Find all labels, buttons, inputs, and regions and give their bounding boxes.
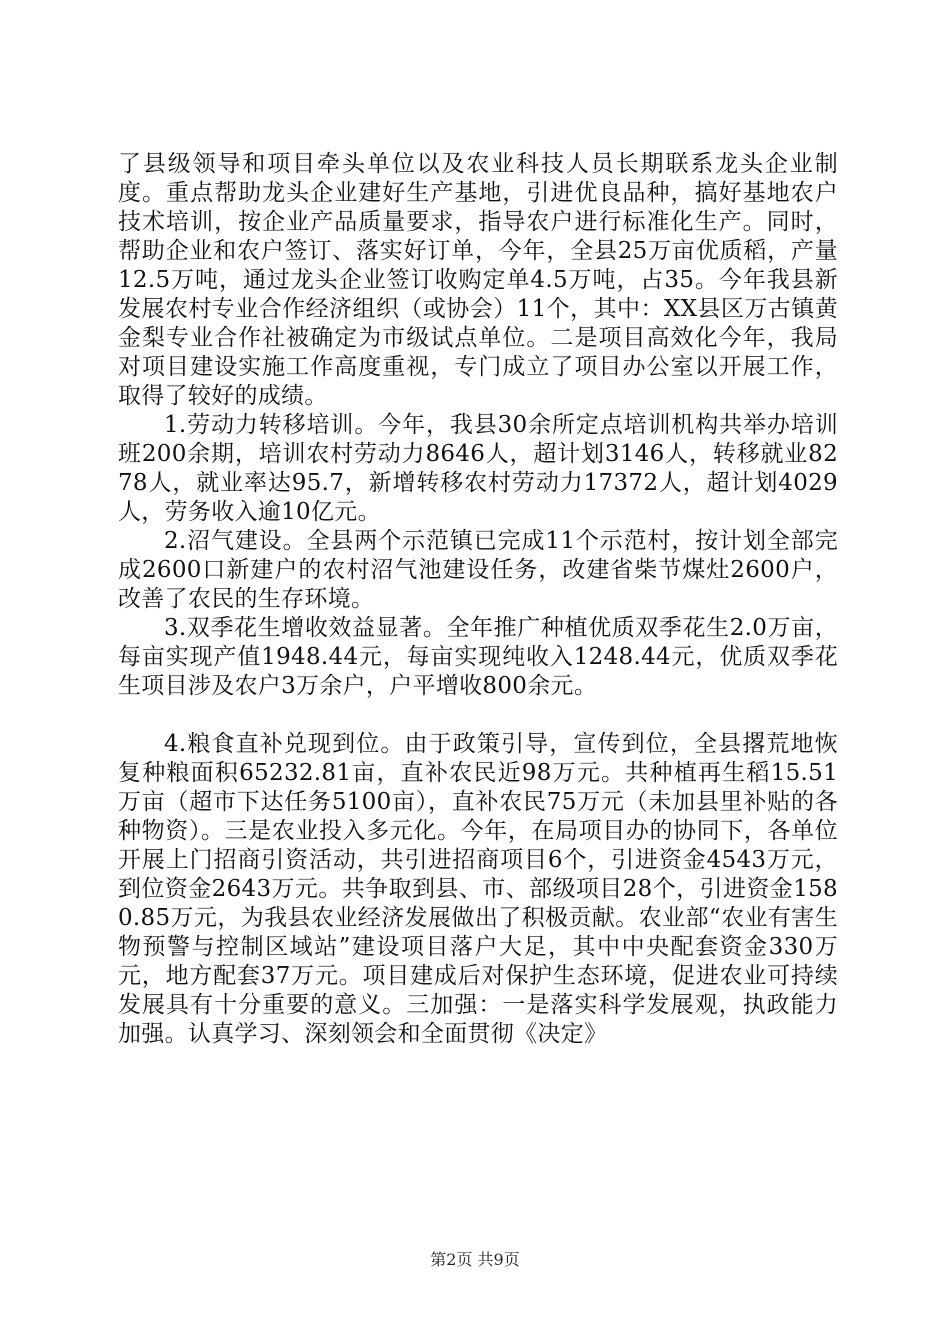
paragraph-labor-training: 1.劳动力转移培训。今年，我县30余所定点培训机构共举办培训班200余期，培训农村劳动力8646人，超计划3146人，转移就业8278人，就业率达95.7，新增转移农村劳动力17372人，超计划4029人，劳务收入逾10亿元。: [118, 412, 838, 525]
paragraph-biogas: 2.沼气建设。全县两个示范镇已完成11个示范村，按计划全部完成2600口新建户的农村沼气池建设任务，改建省柴节煤灶2600户，改善了农民的生存环境。: [118, 528, 838, 612]
paragraph-continuation: 了县级领导和项目牵头单位以及农业科技人员长期联系龙头企业制度。重点帮助龙头企业建好生产基地，引进优良品种，搞好基地农户技术培训，按企业产品质量要求，指导农户进行标准化生产。同时，帮助企业和农户签订、落实好订单，今年，全县25万亩优质稻，产量12.5万吨，通过龙头企业签订收购定单4.5万吨，占35。今年我县新发展农村专业合作经济组织（或协会）11个，其中：XX县区万古镇黄金梨专业合作社被确定为市级试点单位。二是项目高效化今年，我局对项目建设实施工作高度重视，专门成立了项目办公室以开展工作，取得了较好的成绩。: [118, 151, 838, 409]
paragraph-peanut: 3.双季花生增收效益显著。全年推广种植优质双季花生2.0万亩，每亩实现产值1948.44元，每亩实现纯收入1248.44元，优质双季花生项目涉及农户3万余户，户平增收800余元。: [118, 615, 838, 699]
paragraph-grain-subsidy: 4.粮食直补兑现到位。由于政策引导，宣传到位，全县撂荒地恢复种粮面积65232.81亩，直补农民近98万元。共种植再生稻15.51万亩（超市下达任务5100亩），直补农民75万元（未加县里补贴的各种物资）。三是农业投入多元化。今年，在局项目办的协同下，各单位开展上门招商引资活动，共引进招商项目6个，引进资金4543万元，到位资金2643万元。共争取到县、市、部级项目28个，引进资金1580.85万元，为我县农业经济发展做出了积极贡献。农业部“农业有害生物预警与控制区域站”建设项目落户大足，其中中央配套资金330万元，地方配套37万元。项目建成后对保护生态环境，促进农业可持续发展具有十分重要的意义。三加强：一是落实科学发展观，执政能力加强。认真学习、深刻领会和全面贯彻《决定》: [118, 731, 838, 1047]
page-footer: 第2页 共9页: [430, 1250, 520, 1269]
document-body: [118, 150, 838, 1049]
